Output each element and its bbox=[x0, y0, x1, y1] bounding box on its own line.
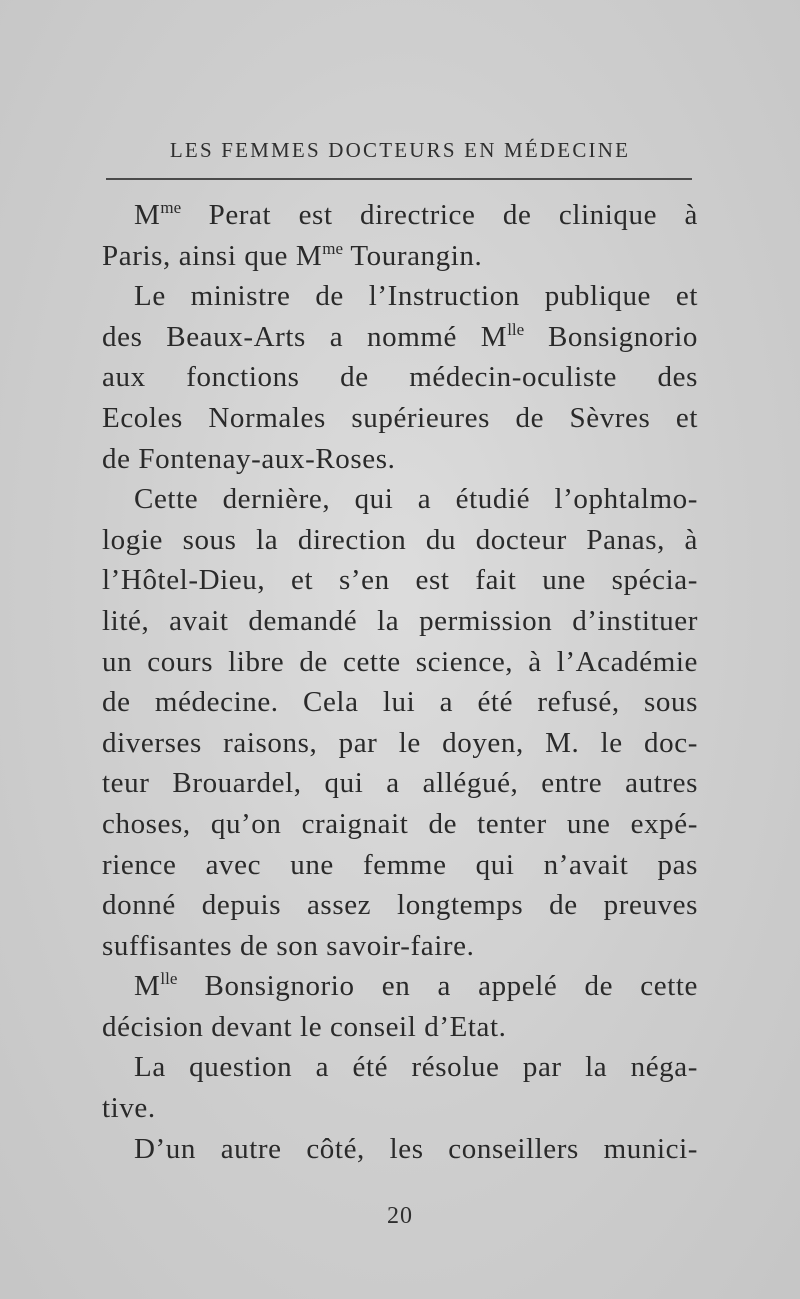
text-line: aux fonctions de médecin-oculiste des bbox=[102, 361, 698, 394]
text-line: décision devant le conseil d’Etat. bbox=[102, 1010, 507, 1043]
text-line: teur Brouardel, qui a allégué, entre autres bbox=[102, 767, 698, 800]
running-title: LES FEMMES DOCTEURS EN MÉDECINE bbox=[169, 138, 631, 162]
body-text bbox=[102, 195, 698, 1169]
text-line: Ecoles Normales supérieures de Sèvres et bbox=[102, 401, 698, 434]
text-line: La question a été résolue par la néga- bbox=[134, 1051, 698, 1084]
text-line: Le ministre de l’Instruction publique et bbox=[134, 280, 698, 313]
text-line: suffisantes de son savoir-faire. bbox=[102, 929, 475, 962]
header-rule bbox=[106, 178, 692, 180]
text-line: l’Hôtel-Dieu, et s’en est fait une spécia- bbox=[102, 564, 698, 597]
text-line: un cours libre de cette science, à l’Académie bbox=[102, 645, 698, 678]
text-line: de Fontenay-aux-Roses. bbox=[102, 442, 396, 475]
text-line: tive. bbox=[102, 1092, 156, 1125]
text-line: de médecine. Cela lui a été refusé, sous bbox=[102, 686, 698, 719]
text-line: Paris, ainsi que $M^{me}$ Tourangin. bbox=[102, 238, 483, 272]
text-line: choses, qu’on craignait de tenter une expé- bbox=[102, 807, 698, 840]
text-line: rience avec une femme qui n’avait pas bbox=[102, 848, 698, 881]
text-line: des Beaux-Arts a nommé $M^{lle}$ Bonsignorio bbox=[102, 319, 698, 353]
text-line: diverses raisons, par le doyen, M. le doc- bbox=[102, 726, 698, 759]
text-line: D’un autre côté, les conseillers munici- bbox=[134, 1132, 698, 1165]
text-line: logie sous la direction du docteur Panas, à bbox=[102, 523, 698, 556]
text-line: donné depuis assez longtemps de preuves bbox=[102, 889, 698, 922]
text-line: $M^{lle}$ Bonsignorio en a appelé de cette bbox=[134, 969, 698, 1003]
page-number: 20 bbox=[387, 1203, 413, 1229]
text-line: Cette dernière, qui a étudié l’ophtalmo- bbox=[134, 483, 698, 516]
text-line: $M^{me}$ Perat est directrice de clinique à bbox=[134, 198, 698, 231]
text-line: lité, avait demandé la permission d’instituer bbox=[102, 604, 698, 637]
